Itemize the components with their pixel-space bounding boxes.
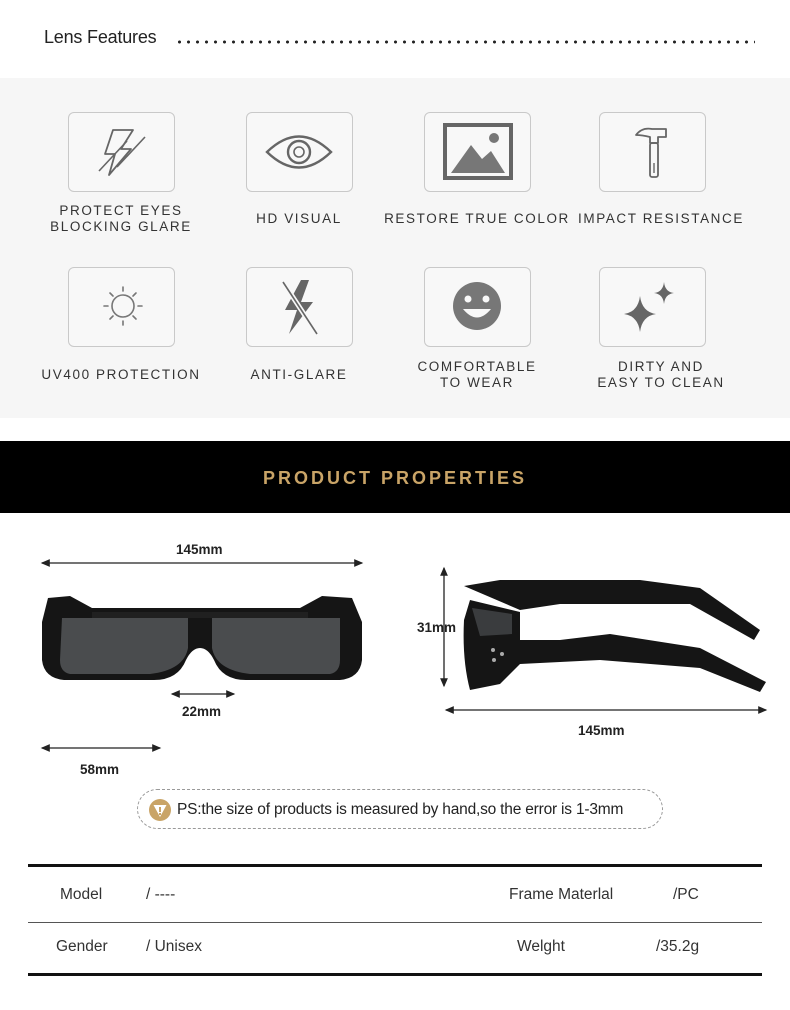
front-width-label: 145mm xyxy=(176,542,223,557)
feature-label-hd-visual: HD VISUAL xyxy=(256,211,342,226)
feature-label-restore-true-color: RESTORE TRUE COLOR xyxy=(384,211,570,226)
spec-frame-label: Frame Materlal xyxy=(509,886,614,903)
spec-model-value: / ---- xyxy=(146,886,176,903)
hammer-icon xyxy=(599,112,706,192)
bridge-width-label: 22mm xyxy=(182,704,222,719)
feature-label-protect-eyes: PROTECT EYES BLOCKING GLARE xyxy=(50,203,192,234)
landscape-image-icon xyxy=(424,112,531,192)
measurement-note-text: PS:the size of products is measured by hand,so the error is 1-3mm xyxy=(177,801,624,818)
sun-icon xyxy=(68,267,175,347)
feature-label-comfortable: COMFORTABLE TO WEAR xyxy=(417,359,537,390)
feature-label-easy-clean: DIRTY AND EASY TO CLEAN xyxy=(597,359,725,390)
table-bottom-rule xyxy=(28,973,762,976)
lens-features-title: Lens Features xyxy=(44,27,157,47)
feature-label-anti-glare: ANTI-GLARE xyxy=(250,367,348,382)
dotted-divider xyxy=(175,40,755,44)
spec-weight-label: Welght xyxy=(517,938,565,955)
smiley-icon xyxy=(424,267,531,347)
product-properties-title: PRODUCT PROPERTIES xyxy=(262,468,528,488)
lightning-icon xyxy=(68,112,175,192)
sunglasses-side-view xyxy=(464,580,766,692)
no-lightning-icon xyxy=(246,267,353,347)
table-top-rule xyxy=(28,864,762,867)
table-row-divider xyxy=(28,922,762,923)
temple-length-label: 145mm xyxy=(578,723,625,738)
sparkle-icon xyxy=(599,267,706,347)
warning-icon xyxy=(148,798,172,822)
spec-weight-value: /35.2g xyxy=(656,938,700,955)
spec-model-label: Model xyxy=(60,886,103,903)
sunglasses-front-view xyxy=(42,596,362,680)
lens-width-label: 58mm xyxy=(80,762,120,777)
spec-gender-label: Gender xyxy=(56,938,108,955)
lens-height-label: 31mm xyxy=(417,620,457,635)
eye-icon xyxy=(246,112,353,192)
feature-label-impact-resistance: IMPACT RESISTANCE xyxy=(578,211,744,226)
feature-label-uv400: UV400 PROTECTION xyxy=(41,367,201,382)
product-dimension-illustration xyxy=(0,520,790,790)
spec-frame-value: /PC xyxy=(673,886,699,903)
spec-gender-value: / Unisex xyxy=(146,938,202,955)
